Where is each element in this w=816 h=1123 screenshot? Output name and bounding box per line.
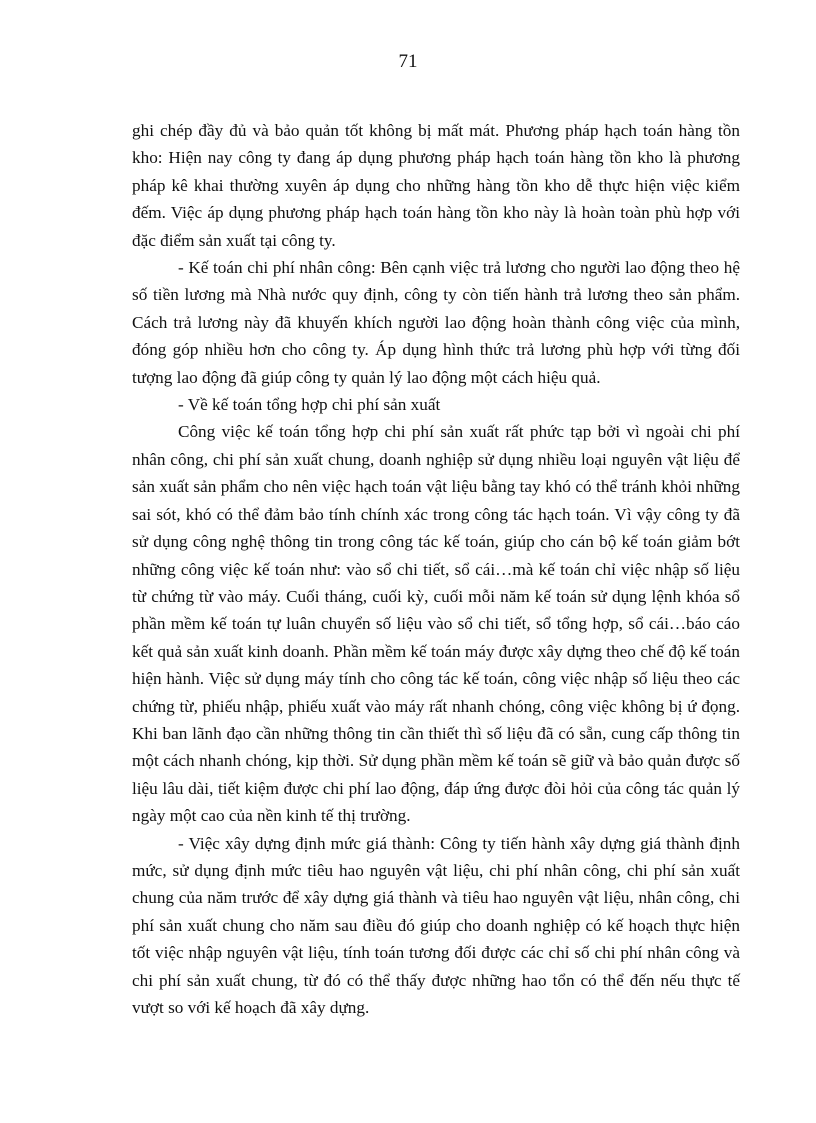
section-heading-general-cost-accounting: - Về kế toán tổng hợp chi phí sản xuất <box>178 395 441 415</box>
page-number: 71 <box>398 51 418 72</box>
paragraph-cost-norm-setting: - Việc xây dựng định mức giá thành: Công ty tiến hành xây dựng giá thành định mức, sử dụng định mức tiêu hao nguyên vật liệu, chi phí nhân công, chi phí sản xuất chung của năm trước để xây dựng giá thành và tiêu hao nguyên vật liệu, nhân công, chi phí sản xuất chung cho năm sau điều đó giúp cho doanh nghiệp có kế hoạch thực hiện tốt việc nhập nguyên vật liệu, tính toán tương đối được các chỉ số chi phí nhân công và chi phí sản xuất chung, từ đó có thể thấy được những hao tổn có thể đến nếu thực tế vượt so với kế hoạch đã xây dựng. <box>132 833 740 1017</box>
paragraph-labor-cost-accounting: - Kế toán chi phí nhân công: Bên cạnh việc trả lương cho người lao động theo hệ số tiền lương mà Nhà nước quy định, công ty còn tiến hành trả lương theo sản phẩm. Cách trả lương này đã khuyến khích người lao động hoàn thành công việc của mình, đóng góp nhiều hơn cho công ty. Áp dụng hình thức trả lương phù hợp với từng đối tượng lao động đã giúp công ty quản lý lao động một cách hiệu quả. <box>132 258 740 387</box>
paragraph-general-cost-accounting: Công việc kế toán tổng hợp chi phí sản xuất rất phức tạp bởi vì ngoài chi phí nhân công, chi phí sản xuất chung, doanh nghiệp sử dụng nhiều loại nguyên vật liệu để sản xuất sản phẩm cho nên việc hạch toán vật liệu bằng tay khó có thể tránh khỏi những sai sót, khó có thể đảm bảo tính chính xác trong công tác hạch toán. Vì vậy công ty đã sử dụng công nghệ thông tin trong công tác kế toán, giúp cho cán bộ kế toán giảm bớt những công việc kế toán như: vào sổ chi tiết, sổ cái…mà kế toán chỉ việc nhập số liệu từ chứng từ vào máy. Cuối tháng, cuối kỳ, cuối mỗi năm kế toán sử dụng lệnh khóa sổ phần mềm kế toán tự luân chuyển số liệu vào sổ chi tiết, sổ tổng hợp, sổ cái…báo cáo kết quả sản xuất kinh doanh. Phần mềm kế toán máy được xây dựng theo chế độ kế toán hiện hành. Việc sử dụng máy tính cho công tác kế toán, công việc nhập số liệu theo các chứng từ, phiếu nhập, phiếu xuất vào máy rất nhanh chóng, công việc không bị ứ đọng. Khi ban lãnh đạo cần những thông tin cần thiết thì số liệu đã có sẵn, cung cấp thông tin một cách nhanh chóng, kịp thời. Sử dụng phần mềm kế toán sẽ giữ và bảo quản được số liệu lâu dài, tiết kiệm được chi phí lao động, đáp ứng được đòi hỏi của công tác quản lý ngày một cao của nền kinh tế thị trường. <box>132 422 740 826</box>
document-body <box>132 117 740 1021</box>
paragraph-inventory-accounting: ghi chép đầy đủ và bảo quản tốt không bị mất mát. Phương pháp hạch toán hàng tồn kho: Hiện nay công ty đang áp dụng phương pháp hạch toán hàng tồn kho là phương pháp kê khai thường xuyên áp dụng cho những hàng tồn kho dễ thực hiện việc kiểm đếm. Việc áp dụng phương pháp hạch toán hàng tồn kho này là hoàn toàn phù hợp với đặc điểm sản xuất tại công ty. <box>132 121 740 250</box>
